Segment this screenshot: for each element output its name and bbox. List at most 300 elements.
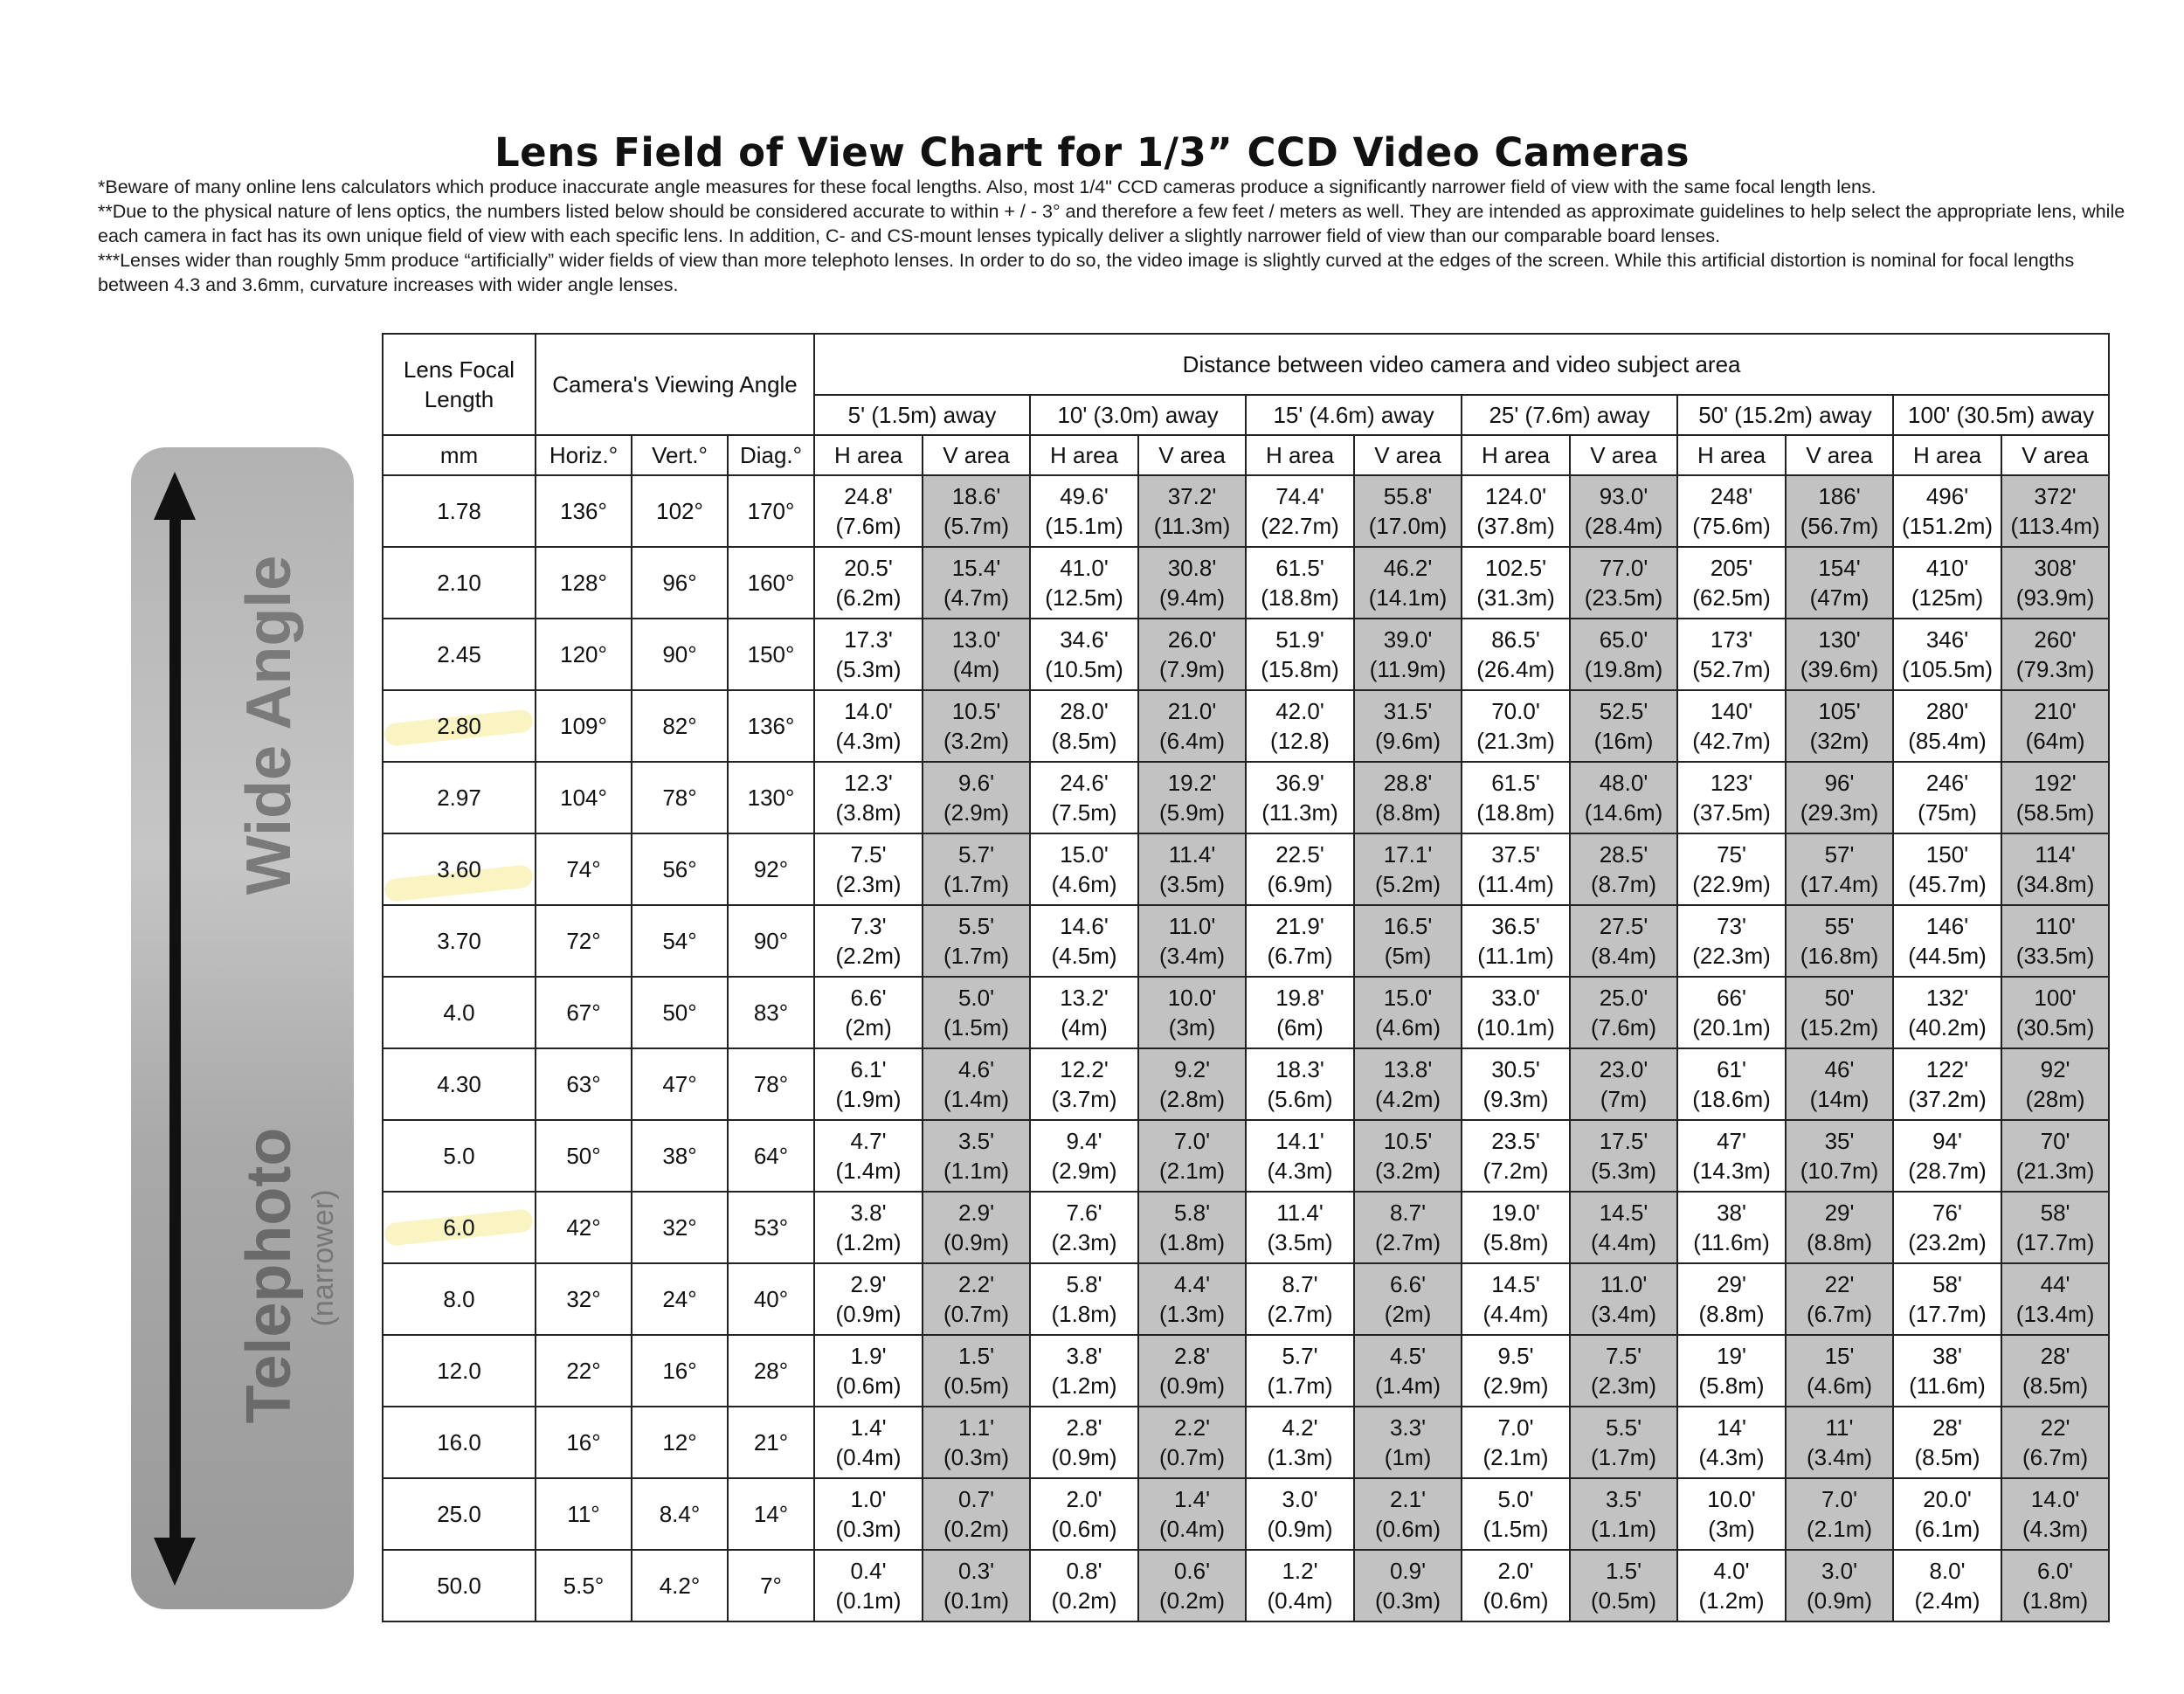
- h-area-feet: 18.3': [1275, 1056, 1324, 1082]
- v-area-cell: [1354, 1407, 1462, 1478]
- h-area-meters: (0.9m): [835, 1301, 902, 1327]
- v-area-feet: 6.6': [1389, 1271, 1427, 1297]
- v-area-meters: (2m): [1384, 1301, 1432, 1327]
- h-area-feet: 14.6': [1060, 913, 1109, 939]
- v-area-feet: 15': [1824, 1343, 1855, 1369]
- v-area-feet: 77.0': [1599, 555, 1648, 581]
- header-distance-4: 50' (15.2m) away: [1677, 395, 1893, 435]
- horiz-angle-cell: 11°: [536, 1478, 632, 1550]
- h-area-cell: [1462, 547, 1570, 619]
- v-area-feet: 6.0': [2037, 1558, 2074, 1584]
- h-area-cell: [1893, 1263, 2001, 1335]
- diag-angle-cell: 130°: [728, 762, 814, 833]
- v-area-cell: [2001, 547, 2109, 619]
- h-area-cell: [1462, 619, 1570, 690]
- h-area-meters: (37.8m): [1476, 513, 1555, 539]
- header-viewing-angle: Camera's Viewing Angle: [536, 334, 814, 435]
- v-area-meters: (0.2m): [943, 1516, 1010, 1542]
- v-area-cell: [1138, 690, 1246, 762]
- h-area-cell: [1246, 1048, 1354, 1120]
- h-area-feet: 66': [1717, 985, 1746, 1011]
- h-area-meters: (0.9m): [1267, 1516, 1333, 1542]
- v-area-meters: (4.2m): [1374, 1086, 1441, 1112]
- v-area-cell: [1570, 977, 1677, 1048]
- h-area-meters: (0.6m): [835, 1372, 902, 1399]
- v-area-meters: (93.9m): [2015, 584, 2095, 611]
- header-h-area: H area: [1030, 435, 1138, 475]
- h-area-cell: [1893, 762, 2001, 833]
- horiz-angle-cell: 5.5°: [536, 1550, 632, 1621]
- h-area-feet: 5.8': [1066, 1271, 1102, 1297]
- h-area-feet: 21.9': [1275, 913, 1324, 939]
- h-area-meters: (11.1m): [1477, 943, 1554, 969]
- v-area-meters: (8.4m): [1590, 943, 1657, 969]
- v-area-feet: 7.5': [1605, 1343, 1642, 1369]
- v-area-feet: 192': [2034, 770, 2077, 796]
- h-area-cell: [1462, 1192, 1570, 1263]
- v-area-cell: [1354, 547, 1462, 619]
- h-area-cell: [1030, 1263, 1138, 1335]
- h-area-cell: [814, 1048, 923, 1120]
- h-area-feet: 70.0': [1491, 698, 1540, 724]
- h-area-feet: 30.5': [1491, 1056, 1540, 1082]
- v-area-meters: (8.8m): [1806, 1229, 1873, 1255]
- header-h-area: H area: [1677, 435, 1786, 475]
- diag-angle-cell: 64°: [728, 1120, 814, 1192]
- v-area-meters: (2.1m): [1158, 1158, 1226, 1184]
- v-area-feet: 29': [1824, 1200, 1855, 1226]
- header-distance-5: 100' (30.5m) away: [1893, 395, 2109, 435]
- h-area-cell: [1246, 1263, 1354, 1335]
- h-area-feet: 74.4': [1275, 483, 1324, 509]
- h-area-meters: (4.6m): [1051, 871, 1117, 897]
- v-area-feet: 2.2': [1173, 1414, 1211, 1441]
- h-area-meters: (2.1m): [1482, 1444, 1549, 1470]
- v-area-meters: (3.4m): [1590, 1301, 1657, 1327]
- v-area-feet: 50': [1824, 985, 1855, 1011]
- header-vert: Vert.°: [632, 435, 728, 475]
- h-area-meters: (2.9m): [1482, 1372, 1549, 1399]
- v-area-cell: [1354, 833, 1462, 905]
- v-area-cell: [923, 690, 1030, 762]
- h-area-feet: 248': [1710, 483, 1753, 509]
- h-area-feet: 15.0': [1060, 841, 1109, 868]
- h-area-cell: [1030, 1120, 1138, 1192]
- v-area-meters: (19.8m): [1584, 656, 1663, 682]
- v-area-cell: [1354, 619, 1462, 690]
- v-area-meters: (14.6m): [1584, 799, 1663, 826]
- h-area-meters: (0.1m): [835, 1587, 902, 1614]
- v-area-cell: [2001, 1263, 2109, 1335]
- h-area-cell: [1030, 762, 1138, 833]
- h-area-meters: (4.3m): [1267, 1158, 1333, 1184]
- h-area-meters: (6m): [1276, 1014, 1324, 1041]
- diag-angle-cell: 40°: [728, 1263, 814, 1335]
- h-area-cell: [1462, 833, 1570, 905]
- v-area-meters: (9.4m): [1158, 584, 1226, 611]
- h-area-meters: (0.9m): [1051, 1444, 1117, 1470]
- h-area-cell: [814, 1407, 923, 1478]
- v-area-meters: (6.7m): [2022, 1444, 2089, 1470]
- h-area-feet: 14.5': [1491, 1271, 1540, 1297]
- h-area-meters: (5.3m): [835, 656, 902, 682]
- h-area-meters: (40.2m): [1908, 1014, 1987, 1041]
- h-area-feet: 4.2': [1282, 1414, 1318, 1441]
- vert-angle-cell: 47°: [632, 1048, 728, 1120]
- v-area-meters: (4.4m): [1590, 1229, 1657, 1255]
- v-area-cell: [2001, 690, 2109, 762]
- h-area-cell: [1246, 547, 1354, 619]
- header-h-area: H area: [1893, 435, 2001, 475]
- header-distance-2: 15' (4.6m) away: [1246, 395, 1462, 435]
- h-area-feet: 61.5': [1275, 555, 1324, 581]
- horiz-angle-cell: 104°: [536, 762, 632, 833]
- v-area-meters: (14.1m): [1368, 584, 1448, 611]
- table-row: [383, 1120, 2109, 1192]
- focal-length-cell: 50.0: [383, 1550, 536, 1621]
- h-area-cell: [1462, 475, 1570, 547]
- h-area-feet: 5.0': [1497, 1486, 1534, 1512]
- v-area-feet: 15.0': [1383, 985, 1433, 1011]
- h-area-feet: 1.4': [850, 1414, 887, 1441]
- h-area-feet: 132': [1925, 985, 1969, 1011]
- v-area-meters: (0.6m): [1374, 1516, 1441, 1542]
- h-area-meters: (1.5m): [1482, 1516, 1549, 1542]
- h-area-feet: 496': [1925, 483, 1969, 509]
- v-area-feet: 3.3': [1389, 1414, 1427, 1441]
- v-area-meters: (13.4m): [2015, 1301, 2095, 1327]
- v-area-meters: (1.4m): [943, 1086, 1010, 1112]
- v-area-feet: 11.4': [1168, 841, 1216, 868]
- table-row: [383, 977, 2109, 1048]
- v-area-cell: [1138, 762, 1246, 833]
- h-area-cell: [814, 1192, 923, 1263]
- header-h-area: H area: [1462, 435, 1570, 475]
- v-area-meters: (4.3m): [2022, 1516, 2089, 1542]
- h-area-cell: [1893, 1192, 2001, 1263]
- v-area-feet: 4.4': [1173, 1271, 1211, 1297]
- h-area-meters: (1.2m): [835, 1229, 902, 1255]
- horiz-angle-cell: 74°: [536, 833, 632, 905]
- v-area-cell: [1354, 690, 1462, 762]
- v-area-cell: [923, 1192, 1030, 1263]
- focal-length-cell: 12.0: [383, 1335, 536, 1407]
- v-area-cell: [2001, 1048, 2109, 1120]
- vert-angle-cell: 90°: [632, 619, 728, 690]
- h-area-cell: [1677, 1192, 1786, 1263]
- v-area-feet: 26.0': [1167, 626, 1217, 653]
- diag-angle-cell: 53°: [728, 1192, 814, 1263]
- h-area-meters: (0.3m): [835, 1516, 902, 1542]
- v-area-cell: [923, 1550, 1030, 1621]
- h-area-feet: 6.6': [850, 985, 887, 1011]
- v-area-feet: 37.2': [1167, 483, 1217, 509]
- diag-angle-cell: 170°: [728, 475, 814, 547]
- v-area-cell: [1570, 1192, 1677, 1263]
- h-area-meters: (7.6m): [835, 513, 902, 539]
- arrow-down-icon: [154, 1538, 196, 1586]
- h-area-cell: [1677, 547, 1786, 619]
- h-area-meters: (7.5m): [1051, 799, 1117, 826]
- v-area-feet: 17.1': [1383, 841, 1433, 868]
- v-area-feet: 308': [2034, 555, 2077, 581]
- v-area-cell: [1570, 1263, 1677, 1335]
- h-area-meters: (28.7m): [1908, 1158, 1987, 1184]
- h-area-cell: [1246, 475, 1354, 547]
- h-area-feet: 23.5': [1491, 1128, 1540, 1154]
- h-area-feet: 2.9': [850, 1271, 887, 1297]
- h-area-meters: (1.2m): [1698, 1587, 1765, 1614]
- vert-angle-cell: 54°: [632, 905, 728, 977]
- h-area-meters: (11.3m): [1261, 799, 1338, 826]
- diag-angle-cell: 21°: [728, 1407, 814, 1478]
- h-area-meters: (8.5m): [1914, 1444, 1980, 1470]
- h-area-feet: 73': [1717, 913, 1746, 939]
- v-area-cell: [1786, 690, 1893, 762]
- v-area-cell: [2001, 905, 2109, 977]
- v-area-feet: 96': [1824, 770, 1855, 796]
- h-area-cell: [1030, 1048, 1138, 1120]
- v-area-meters: (5.9m): [1158, 799, 1226, 826]
- v-area-feet: 2.2': [957, 1271, 995, 1297]
- h-area-feet: 33.0': [1491, 985, 1540, 1011]
- v-area-cell: [1138, 1407, 1246, 1478]
- h-area-meters: (42.7m): [1692, 728, 1771, 754]
- h-area-feet: 86.5': [1491, 626, 1540, 653]
- v-area-cell: [1570, 1478, 1677, 1550]
- diag-angle-cell: 83°: [728, 977, 814, 1048]
- h-area-meters: (8.5m): [1051, 728, 1117, 754]
- v-area-meters: (3.2m): [943, 728, 1010, 754]
- v-area-cell: [1570, 762, 1677, 833]
- diag-angle-cell: 14°: [728, 1478, 814, 1550]
- h-area-cell: [814, 905, 923, 977]
- h-area-cell: [1462, 977, 1570, 1048]
- table-row: [383, 1263, 2109, 1335]
- h-area-meters: (2.3m): [1051, 1229, 1117, 1255]
- header-mm: mm: [383, 435, 536, 475]
- h-area-cell: [1030, 1550, 1138, 1621]
- v-area-cell: [1570, 690, 1677, 762]
- v-area-meters: (17.4m): [1800, 871, 1879, 897]
- v-area-cell: [2001, 1550, 2109, 1621]
- h-area-feet: 246': [1925, 770, 1969, 796]
- h-area-cell: [1462, 1048, 1570, 1120]
- v-area-cell: [923, 1407, 1030, 1478]
- h-area-cell: [814, 1120, 923, 1192]
- v-area-feet: 1.5': [957, 1343, 995, 1369]
- h-area-cell: [1677, 619, 1786, 690]
- h-area-cell: [1462, 1335, 1570, 1407]
- horiz-angle-cell: 67°: [536, 977, 632, 1048]
- v-area-meters: (0.7m): [1158, 1444, 1226, 1470]
- h-area-feet: 11.4': [1276, 1200, 1324, 1226]
- h-area-meters: (18.8m): [1476, 799, 1555, 826]
- v-area-cell: [1138, 1048, 1246, 1120]
- h-area-meters: (22.3m): [1692, 943, 1771, 969]
- h-area-meters: (0.4m): [835, 1444, 902, 1470]
- header-distance-1: 10' (3.0m) away: [1030, 395, 1246, 435]
- h-area-meters: (1.7m): [1267, 1372, 1333, 1399]
- h-area-meters: (12.5m): [1045, 584, 1123, 611]
- footnote-1: *Beware of many online lens calculators which produce inaccurate angle measures for these focal lengths. Also, most 1/4" CCD cameras produce a significantly narrower field of view with the same focal length lens.: [98, 176, 1876, 197]
- h-area-feet: 58': [1932, 1271, 1962, 1297]
- v-area-meters: (28m): [2025, 1086, 2085, 1112]
- v-area-cell: [1570, 905, 1677, 977]
- h-area-cell: [1893, 1048, 2001, 1120]
- v-area-cell: [2001, 762, 2109, 833]
- v-area-cell: [923, 1048, 1030, 1120]
- v-area-cell: [1354, 762, 1462, 833]
- h-area-cell: [1030, 905, 1138, 977]
- focal-length-cell: 6.0: [383, 1192, 536, 1263]
- h-area-cell: [1246, 905, 1354, 977]
- h-area-feet: 346': [1925, 626, 1969, 653]
- header-h-area: H area: [1246, 435, 1354, 475]
- vert-angle-cell: 102°: [632, 475, 728, 547]
- h-area-meters: (151.2m): [1901, 513, 1994, 539]
- v-area-cell: [923, 1120, 1030, 1192]
- v-area-feet: 0.6': [1173, 1558, 1211, 1584]
- h-area-cell: [1677, 905, 1786, 977]
- h-area-feet: 24.8': [844, 483, 893, 509]
- v-area-feet: 46.2': [1383, 555, 1433, 581]
- h-area-cell: [1677, 690, 1786, 762]
- double-arrow-icon: [169, 507, 181, 1546]
- v-area-cell: [1786, 475, 1893, 547]
- h-area-meters: (6.9m): [1267, 871, 1333, 897]
- v-area-feet: 52.5': [1599, 698, 1648, 724]
- field-of-view-table: [382, 333, 2110, 1622]
- focal-length-cell: 2.80: [383, 690, 536, 762]
- h-area-feet: 47': [1717, 1128, 1746, 1154]
- v-area-meters: (1.3m): [1158, 1301, 1226, 1327]
- v-area-feet: 58': [2040, 1200, 2070, 1226]
- v-area-cell: [923, 1335, 1030, 1407]
- h-area-meters: (4.3m): [1698, 1444, 1765, 1470]
- v-area-cell: [1786, 1478, 1893, 1550]
- v-area-feet: 1.5': [1605, 1558, 1642, 1584]
- h-area-feet: 41.0': [1060, 555, 1109, 581]
- v-area-cell: [1354, 1335, 1462, 1407]
- h-area-meters: (2.2m): [835, 943, 902, 969]
- h-area-feet: 280': [1925, 698, 1969, 724]
- v-area-meters: (47m): [1809, 584, 1870, 611]
- h-area-cell: [1893, 977, 2001, 1048]
- focal-length-cell: 8.0: [383, 1263, 536, 1335]
- h-area-feet: 22.5': [1275, 841, 1324, 868]
- v-area-cell: [1786, 833, 1893, 905]
- h-area-cell: [1677, 762, 1786, 833]
- header-distance-0: 5' (1.5m) away: [814, 395, 1030, 435]
- h-area-feet: 17.3': [844, 626, 893, 653]
- table-row: [383, 1478, 2109, 1550]
- v-area-cell: [1570, 475, 1677, 547]
- h-area-meters: (6.1m): [1914, 1516, 1980, 1542]
- table-row: [383, 690, 2109, 762]
- h-area-feet: 36.9': [1275, 770, 1324, 796]
- h-area-feet: 9.4': [1066, 1128, 1102, 1154]
- v-area-feet: 7.0': [1173, 1128, 1211, 1154]
- v-area-meters: (1.8m): [2022, 1587, 2089, 1614]
- h-area-cell: [1677, 1407, 1786, 1478]
- v-area-feet: 17.5': [1599, 1128, 1648, 1154]
- h-area-meters: (4.4m): [1482, 1301, 1549, 1327]
- h-area-meters: (23.2m): [1908, 1229, 1987, 1255]
- vert-angle-cell: 38°: [632, 1120, 728, 1192]
- v-area-meters: (0.4m): [1158, 1516, 1226, 1542]
- v-area-cell: [1570, 1407, 1677, 1478]
- v-area-cell: [2001, 1120, 2109, 1192]
- v-area-feet: 0.3': [957, 1558, 995, 1584]
- h-area-feet: 5.7': [1282, 1343, 1318, 1369]
- v-area-feet: 7.0': [1821, 1486, 1858, 1512]
- h-area-cell: [1677, 1048, 1786, 1120]
- table-row: [383, 905, 2109, 977]
- v-area-cell: [2001, 833, 2109, 905]
- v-area-cell: [1354, 1192, 1462, 1263]
- h-area-cell: [1246, 833, 1354, 905]
- h-area-meters: (45.7m): [1908, 871, 1987, 897]
- h-area-cell: [814, 1263, 923, 1335]
- v-area-feet: 27.5': [1599, 913, 1648, 939]
- h-area-meters: (20.1m): [1692, 1014, 1771, 1041]
- v-area-cell: [1354, 1550, 1462, 1621]
- h-area-meters: (3.5m): [1267, 1229, 1333, 1255]
- h-area-cell: [1030, 1335, 1138, 1407]
- v-area-cell: [1138, 1263, 1246, 1335]
- h-area-meters: (18.8m): [1261, 584, 1339, 611]
- v-area-cell: [1354, 475, 1462, 547]
- h-area-feet: 12.2': [1060, 1056, 1109, 1082]
- h-area-feet: 410': [1925, 555, 1969, 581]
- v-area-cell: [1570, 619, 1677, 690]
- table-row: [383, 1048, 2109, 1120]
- v-area-meters: (0.3m): [1374, 1587, 1441, 1614]
- header-v-area: V area: [1570, 435, 1677, 475]
- h-area-meters: (1.2m): [1051, 1372, 1117, 1399]
- v-area-feet: 9.2': [1173, 1056, 1211, 1082]
- horiz-angle-cell: 63°: [536, 1048, 632, 1120]
- h-area-cell: [1677, 1550, 1786, 1621]
- h-area-cell: [1893, 833, 2001, 905]
- h-area-cell: [1030, 690, 1138, 762]
- h-area-feet: 123': [1710, 770, 1753, 796]
- h-area-feet: 14.0': [844, 698, 893, 724]
- v-area-cell: [1570, 833, 1677, 905]
- h-area-feet: 3.8': [1066, 1343, 1102, 1369]
- focal-length-cell: 3.60: [383, 833, 536, 905]
- h-area-cell: [814, 619, 923, 690]
- v-area-feet: 4.5': [1389, 1343, 1427, 1369]
- v-area-meters: (0.9m): [1158, 1372, 1226, 1399]
- h-area-meters: (1.4m): [835, 1158, 902, 1184]
- v-area-feet: 4.6': [957, 1056, 995, 1082]
- h-area-cell: [814, 690, 923, 762]
- diag-angle-cell: 7°: [728, 1550, 814, 1621]
- wide-angle-label: Wide Angle: [234, 555, 304, 895]
- v-area-meters: (4m): [952, 656, 1000, 682]
- v-area-meters: (29.3m): [1800, 799, 1879, 826]
- v-area-cell: [1138, 977, 1246, 1048]
- vert-angle-cell: 78°: [632, 762, 728, 833]
- v-area-cell: [1138, 547, 1246, 619]
- h-area-cell: [1246, 1550, 1354, 1621]
- h-area-meters: (3.8m): [835, 799, 902, 826]
- v-area-feet: 1.4': [1173, 1486, 1211, 1512]
- h-area-cell: [1246, 1335, 1354, 1407]
- h-area-feet: 2.0': [1497, 1558, 1534, 1584]
